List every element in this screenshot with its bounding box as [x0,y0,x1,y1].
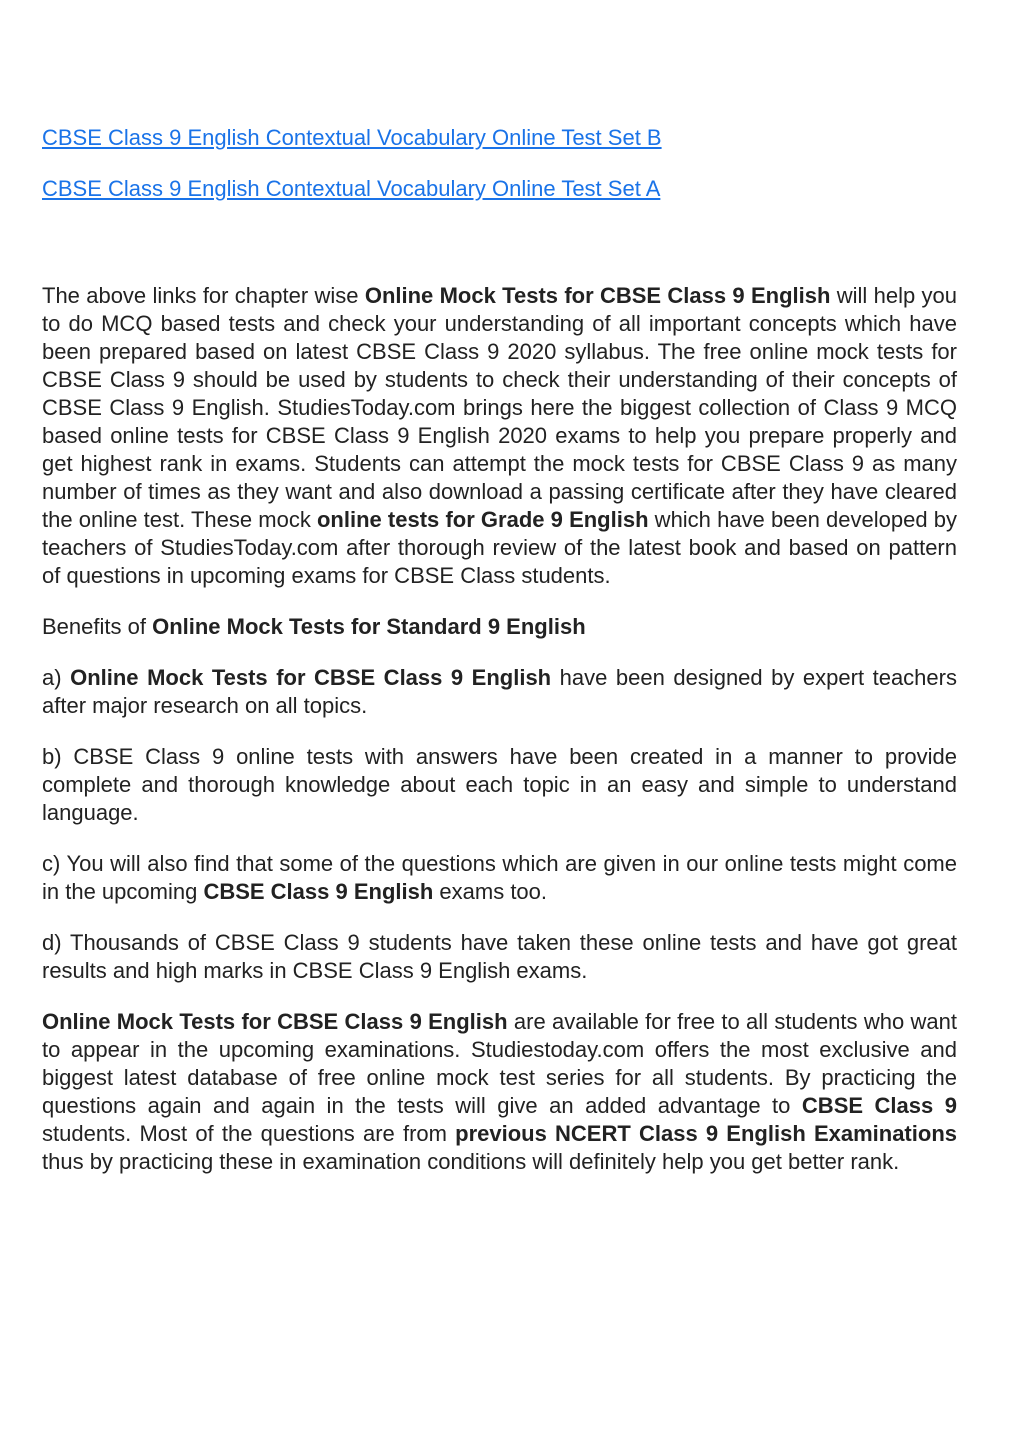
benefit-a-text-2: have been designed by expert teachers after major research on all topics. [42,665,957,718]
benefit-d [42,929,957,985]
benefits-heading-text: Benefits of [42,614,153,639]
benefit-c-text-2: exams too. [433,879,548,904]
closing-bold-2: CBSE Class 9 [801,1093,957,1118]
intro-paragraph [42,282,957,590]
benefit-b [42,743,957,827]
benefits-heading [42,613,957,641]
intro-text-1: The above links for chapter wise [42,283,365,308]
document-page [42,124,957,1199]
intro-text-3: which have been developed by teachers of StudiesToday.com after thorough review of the latest book and based on pattern of questions in upcoming exams for CBSE Class students. [42,507,957,588]
link-test-set-a[interactable]: CBSE Class 9 English Contextual Vocabulary Online Test Set A [42,176,661,201]
closing-bold-1: Online Mock Tests for CBSE Class 9 English [42,1009,508,1034]
intro-bold-1: Online Mock Tests for CBSE Class 9 English [364,283,831,308]
benefit-c-text-1: c) You will also find that some of the questions which are given in our online tests might come in the upcoming [42,851,957,904]
closing-text-3: thus by practicing these in examination conditions will definitely help you get better rank. [42,1149,900,1174]
benefit-c [42,850,957,906]
closing-bold-3: previous NCERT Class 9 English Examinations [455,1121,957,1146]
benefit-a-bold: Online Mock Tests for CBSE Class 9 English [70,665,552,690]
benefit-c-bold: CBSE Class 9 English [203,879,434,904]
spacer [42,203,957,282]
intro-text-2: will help you to do MCQ based tests and check your understanding of all important concepts which have been prepared based on latest CBSE Class 9 2020 syllabus. The free online mock tests for CBSE Class 9 should be used by students to check their understanding of their concepts of CBSE Class 9 English. StudiesToday.com brings here the biggest collection of Class 9 MCQ based online tests for CBSE Class 9 English 2020 exams to help you prepare properly and get highest rank in exams. Students can attempt the mock tests for CBSE Class 9 as many number of times as they want and also download a passing certificate after they have cleared the online test. These mock [42,283,958,532]
link-test-set-b[interactable]: CBSE Class 9 English Contextual Vocabulary Online Test Set B [42,125,662,150]
closing-text-2: students. Most of the questions are from [42,1121,456,1146]
benefit-b-text: b) CBSE Class 9 online tests with answers have been created in a manner to provide complete and thorough knowledge about each topic in an easy and simple to understand language. [42,744,957,825]
closing-paragraph [42,1008,957,1176]
closing-text-1: are available for free to all students who want to appear in the upcoming examinations. Studiestoday.com offers the most exclusive and biggest latest database of free online mock test series for all students. By practicing the questions again and again in the tests will give an added advantage to [42,1009,957,1118]
benefits-heading-bold: Online Mock Tests for Standard 9 English [152,614,586,639]
benefit-a-text-1: a) [42,665,71,690]
intro-bold-2: online tests for Grade 9 English [316,507,649,532]
benefit-a [42,664,957,720]
benefit-d-text: d) Thousands of CBSE Class 9 students have taken these online tests and have got great results and high marks in CBSE Class 9 English exams. [42,930,957,983]
